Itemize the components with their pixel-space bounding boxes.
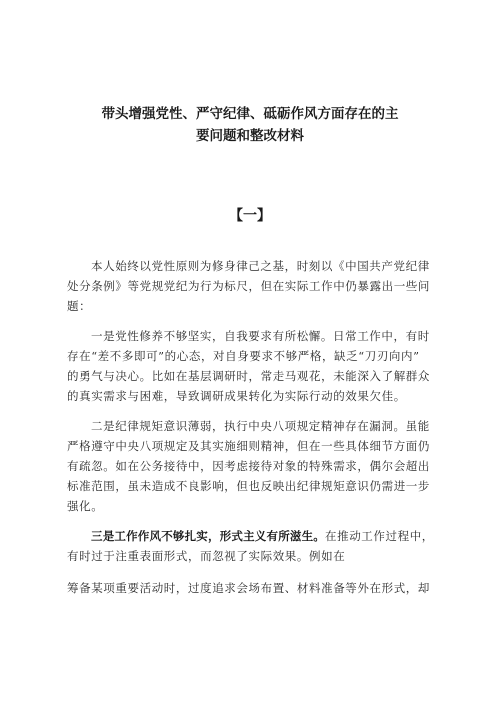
document-title-line-1: 带头增强党性、严守纪律、砥砺作风方面存在的主 [101,106,399,122]
section-marker: 【一】 [229,208,271,224]
paragraph-3-line-2: 严格遵守中央八项规定及其实施细则精神，但在一些具体细节方面仍 [67,439,430,453]
paragraph-3-line-1: 二是纪律规矩意识薄弱，执行中央八项规定精神存在漏洞。虽能 [91,419,430,433]
paragraph-3-line-3: 有疏忽。如在公务接待中，因考虑接待对象的特殊需求，偶尔会超出 [67,459,430,473]
paragraph-4-bold-lead: 三是工作作风不够扎实，形式主义有所滋生。 [91,529,325,543]
paragraph-5-line-1: 筹备某项重要活动时，过度追求会场布置、材料准备等外在形式，却 [67,581,430,595]
document-title-line-2: 要问题和整改材料 [196,128,304,144]
paragraph-3-line-5: 强化。 [67,499,104,513]
paragraph-3-line-4: 标准范围，虽未造成不良影响，但也反映出纪律规矩意识仍需进一步 [67,479,430,493]
paragraph-2-line-3: 的勇气与决心。比如在基层调研时，常走马观花，未能深入了解群众 [67,369,430,383]
paragraph-1-line-3: 题： [67,299,92,313]
paragraph-4-line-1 [91,528,434,544]
paragraph-2-line-1: 一是党性修养不够坚实，自我要求有所松懈。日常工作中，有时 [91,329,430,343]
paragraph-4-continuation: 在推动工作过程中， [325,529,434,543]
paragraph-4-line-2: 有时过于注重表面形式，而忽视了实际效果。例如在 [67,549,346,563]
paragraph-2-line-2: 存在“差不多即可”的心态，对自身要求不够严格，缺乏“刀刃向内” [67,349,420,363]
paragraph-1-line-2: 处分条例》等党规党纪为行为标尺，但在实际工作中仍暴露出一些问 [67,279,430,293]
paragraph-2-line-4: 的真实需求与困难，导致调研成果转化为实际行动的效果欠佳。 [67,389,406,403]
paragraph-1-line-1: 本人始终以党性原则为修身律己之基，时刻以《中国共产党纪律 [91,259,430,273]
